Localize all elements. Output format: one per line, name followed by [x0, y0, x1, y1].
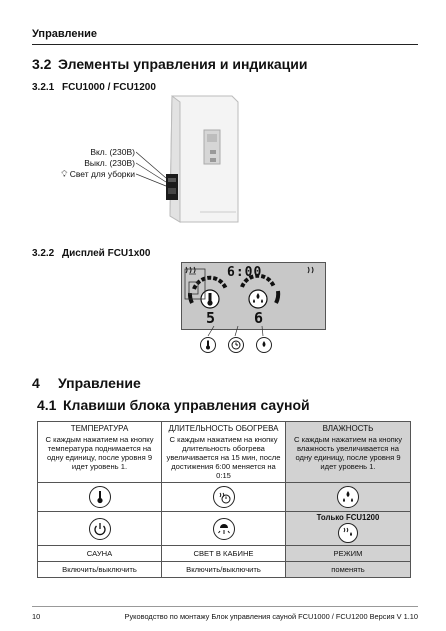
section-number: 3.2.1: [32, 82, 55, 93]
section-title: Дисплей FCU1x00: [62, 248, 151, 259]
callout-leader-lines: [136, 144, 176, 192]
display-time: 6:00: [227, 265, 263, 280]
heating-duration-key-icon[interactable]: [213, 486, 235, 508]
light-bulb-icon: 💡︎: [61, 169, 68, 179]
section-number: 4.1: [37, 397, 57, 413]
sauna-desc: Включить/выключить: [38, 562, 162, 578]
temperature-key-icon[interactable]: [89, 486, 111, 508]
power-key-icon[interactable]: [89, 518, 111, 540]
cabin-light-title: СВЕТ В КАБИНЕ: [162, 546, 286, 562]
temp-title: ТЕМПЕРАТУРА: [70, 424, 129, 433]
keys-table: [37, 421, 411, 578]
callout-on: Вкл. (230В): [90, 147, 135, 157]
mode-desc: поменять: [286, 562, 411, 578]
humidity-title: ВЛАЖНОСТЬ: [322, 424, 374, 433]
section-3-2-heading: [32, 56, 308, 72]
callout-clean-light-label: Свет для уборки: [69, 169, 135, 179]
mode-title: РЕЖИМ: [286, 546, 411, 562]
cell-duration-key: [162, 483, 286, 512]
section-title: Клавиши блока управления сауной: [63, 397, 310, 413]
cell-duration-desc: [162, 422, 286, 483]
cell-mode-key: [286, 512, 411, 546]
cell-temp-key: [38, 483, 162, 512]
cell-sauna-key: [38, 512, 162, 546]
footer-page-number: 10: [32, 612, 41, 621]
duration-title: ДЛИТЕЛЬНОСТЬ ОБОГРЕВА: [168, 424, 279, 433]
only-fcu1200-label: Только FCU1200: [316, 513, 380, 523]
section-title: FCU1000 / FCU1200: [62, 82, 156, 93]
section-number: 4: [32, 375, 40, 391]
display-status-icons: [184, 268, 206, 302]
cell-humidity-key: [286, 483, 411, 512]
cabin-light-key-icon[interactable]: [213, 518, 235, 540]
running-header: Управление: [32, 28, 98, 40]
section-number: 3.2: [32, 56, 52, 72]
display-left-value: 5: [206, 309, 216, 327]
humidity-key-icon[interactable]: [337, 486, 359, 508]
cell-cabin-light-key: [162, 512, 286, 546]
display-leader-lines: [200, 326, 280, 338]
callout-clean-light: [60, 169, 135, 180]
footer-text: Руководство по монтажу Блок управления сауной FCU1000 / FCU1200 Версия V 1.10: [124, 612, 418, 621]
humidity-desc: С каждым нажатием на кнопку влажность увеличивается на одну единицу, после уровня 9 идет уровень 1.: [293, 434, 402, 471]
header-rule: [32, 44, 418, 45]
cell-humidity-desc: [286, 422, 411, 483]
footer-rule: [32, 606, 418, 607]
section-title: Элементы управления и индикации: [58, 56, 308, 72]
sauna-title: САУНА: [38, 546, 162, 562]
section-3-2-1-heading: [32, 82, 156, 93]
section-title: Управление: [58, 375, 141, 391]
callout-off: Выкл. (230В): [84, 158, 135, 168]
temp-desc: С каждым нажатием на кнопку температура поднимается на одну единицу, после уровня 9 идет уровень 1.: [45, 434, 154, 471]
display-button-humidity[interactable]: [256, 336, 272, 354]
cabin-light-desc: Включить/выключить: [162, 562, 286, 578]
mode-key-icon[interactable]: [338, 523, 358, 543]
display-button-temp[interactable]: [200, 336, 216, 354]
section-4-1-heading: [37, 397, 310, 413]
section-number: 3.2.2: [32, 248, 55, 259]
section-4-heading: [32, 375, 141, 391]
display-button-duration[interactable]: [228, 336, 244, 354]
cell-temp-desc: [38, 422, 162, 483]
section-3-2-2-heading: [32, 248, 150, 259]
duration-desc: С каждым нажатием на кнопку длительность обогрева увеличивается на 15 мин, после достижения 6:00 меняется на 0:15: [166, 434, 281, 481]
display-right-value: 6: [254, 309, 264, 327]
